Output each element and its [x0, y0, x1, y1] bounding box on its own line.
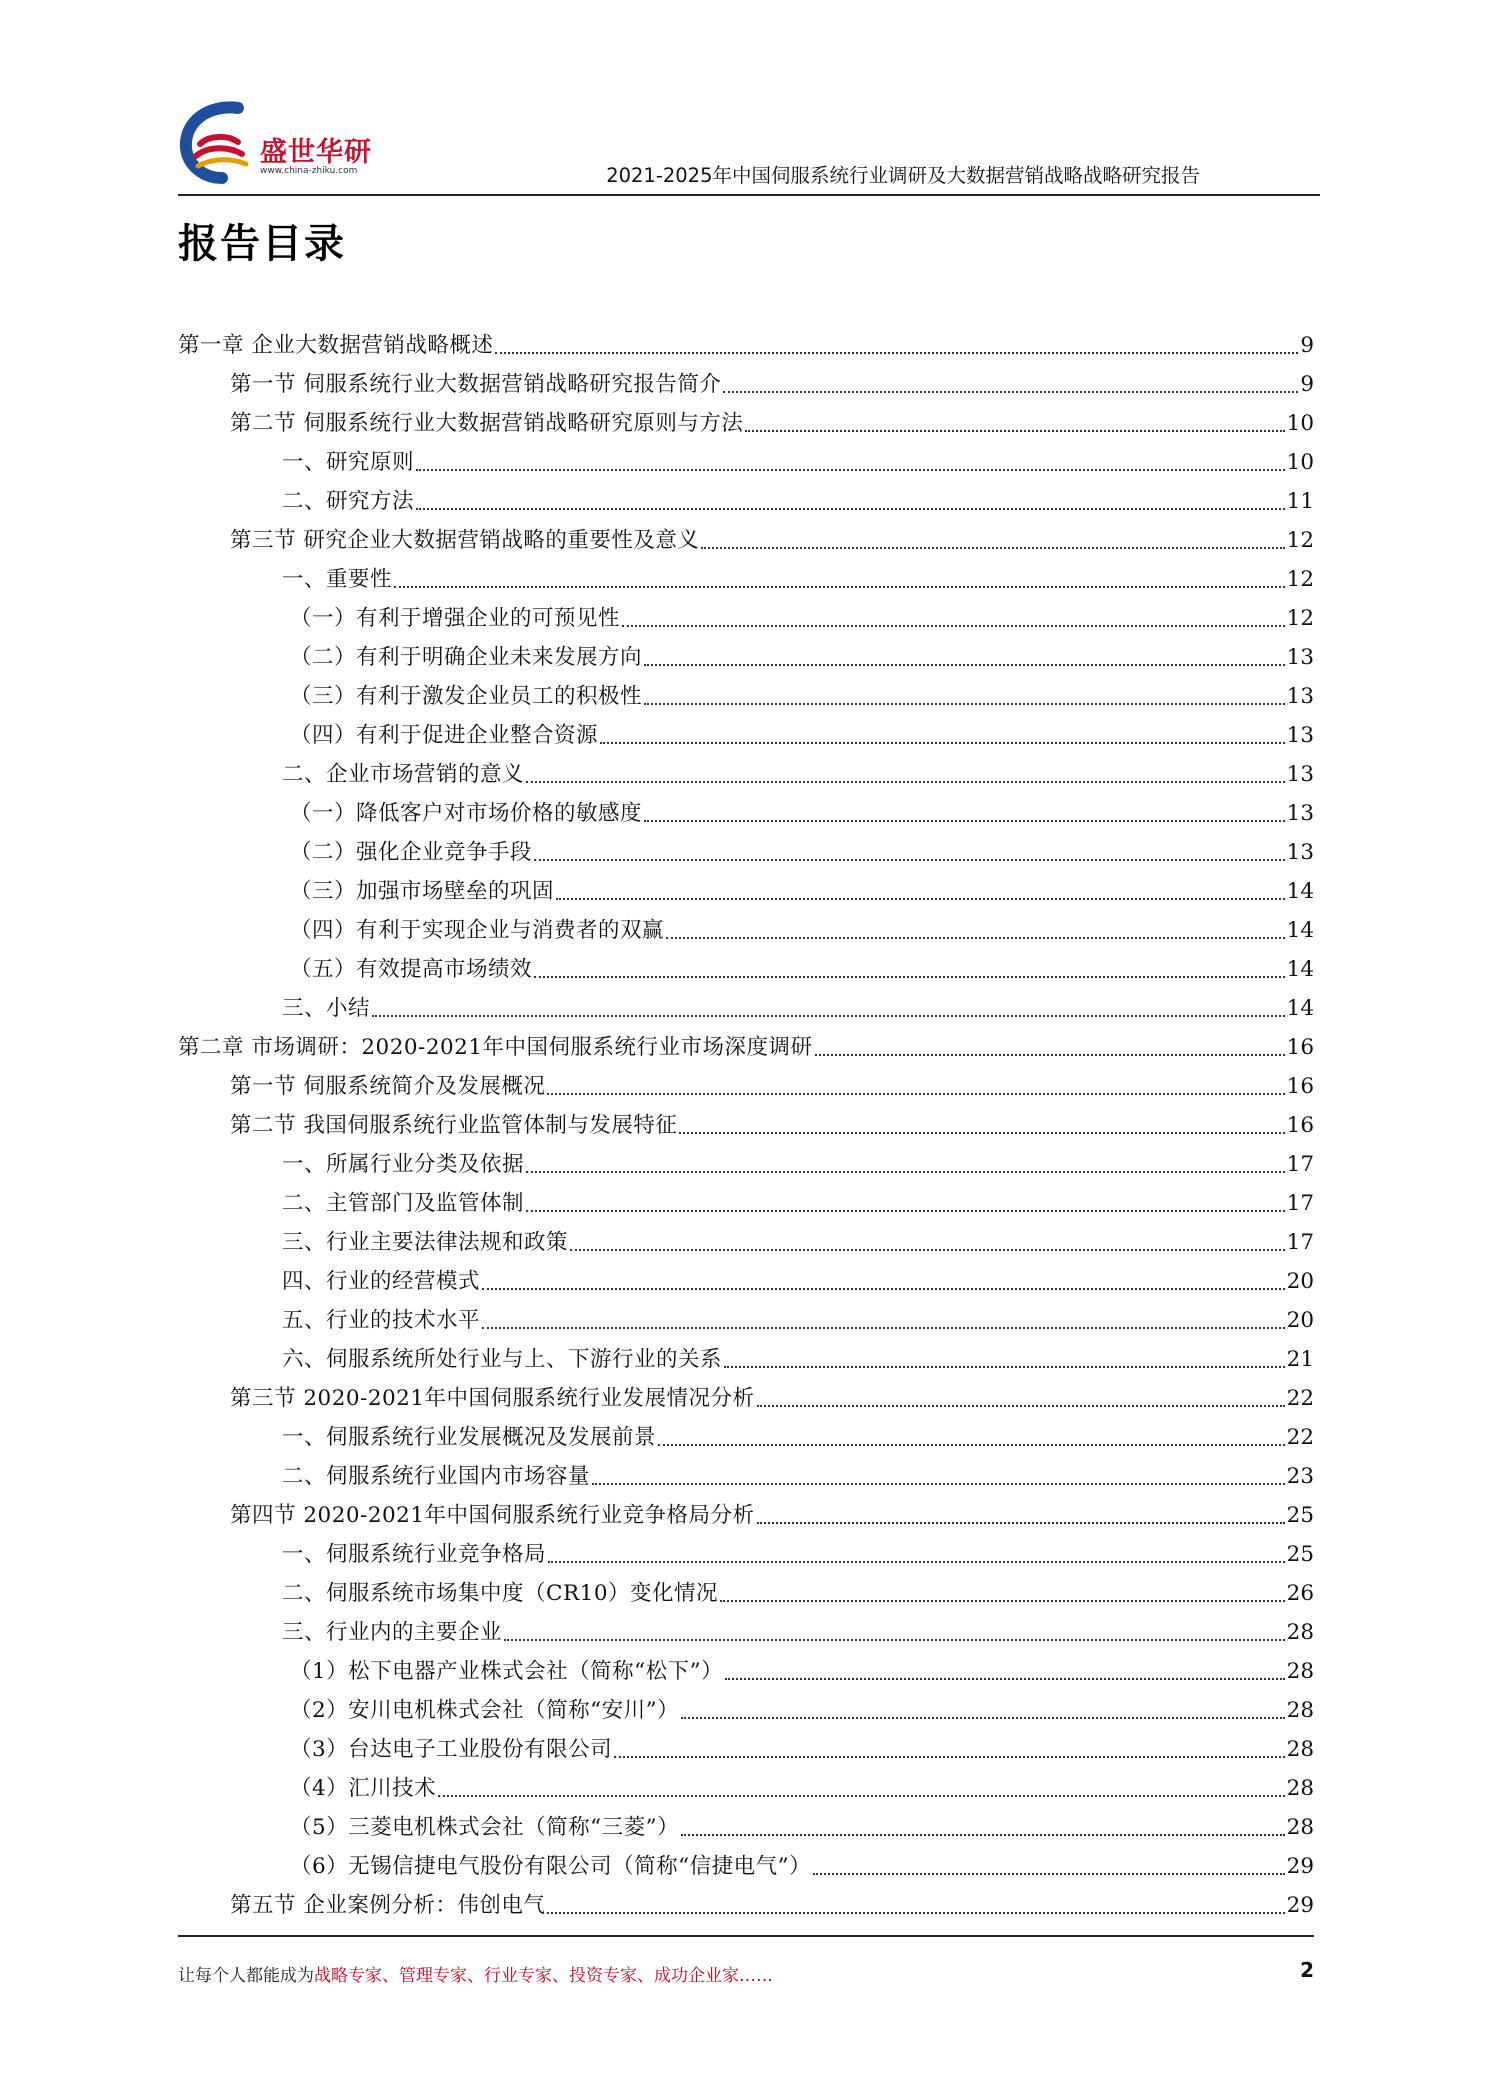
toc-leader-dots — [681, 1706, 1284, 1719]
toc-entry-page: 13 — [1286, 645, 1314, 670]
toc-entry[interactable] — [178, 1808, 1314, 1847]
toc-entry[interactable] — [178, 989, 1314, 1028]
logo-url: www.china-zhiku.com — [260, 166, 358, 176]
toc-entry[interactable] — [178, 1535, 1314, 1574]
toc-leader-dots — [658, 1433, 1285, 1446]
toc-leader-dots — [534, 965, 1285, 978]
toc-entry[interactable] — [178, 1301, 1314, 1340]
toc-leader-dots — [394, 575, 1285, 588]
toc-leader-dots — [547, 1082, 1284, 1095]
toc-leader-dots — [813, 1862, 1284, 1875]
toc-entry-title: 二、伺服系统市场集中度（CR10）变化情况 — [282, 1581, 718, 1606]
toc-entry[interactable] — [178, 1418, 1314, 1457]
toc-entry[interactable] — [178, 677, 1314, 716]
toc-entry-page: 9 — [1300, 372, 1314, 397]
toc-entry[interactable] — [178, 1691, 1314, 1730]
toc-leader-dots — [438, 1784, 1284, 1797]
toc-entry-page: 12 — [1286, 606, 1314, 631]
toc-entry-title: 一、伺服系统行业发展概况及发展前景 — [282, 1425, 657, 1450]
toc-entry-page: 29 — [1286, 1893, 1314, 1918]
toc-entry-page: 26 — [1286, 1581, 1314, 1606]
toc-leader-dots — [725, 1667, 1284, 1680]
toc-entry-title: （三）有利于激发企业员工的积极性 — [290, 684, 643, 709]
page-header — [178, 100, 1320, 196]
toc-entry[interactable] — [178, 1886, 1314, 1925]
toc-leader-dots — [720, 1589, 1285, 1602]
toc-entry-page: 13 — [1286, 840, 1314, 865]
toc-entry-page: 10 — [1286, 411, 1314, 436]
toc-leader-dots — [482, 1277, 1285, 1290]
toc-entry-title: （1）松下电器产业株式会社（简称“松下”） — [290, 1659, 724, 1684]
toc-entry[interactable] — [178, 521, 1314, 560]
toc-entry[interactable] — [178, 1145, 1314, 1184]
toc-entry-page: 13 — [1286, 723, 1314, 748]
toc-entry-page: 14 — [1286, 996, 1314, 1021]
toc-entry-title: 第一节 伺服系统简介及发展概况 — [230, 1074, 546, 1099]
toc-entry-title: 第二节 我国伺服系统行业监管体制与发展特征 — [230, 1113, 678, 1138]
toc-entry[interactable] — [178, 1262, 1314, 1301]
report-title: 2021-2025年中国伺服系统行业调研及大数据营销战略战略研究报告 — [606, 164, 1200, 187]
toc-entry-page: 28 — [1286, 1659, 1314, 1684]
toc-entry-title: 第三节 研究企业大数据营销战略的重要性及意义 — [230, 528, 700, 553]
toc-entry[interactable] — [178, 1340, 1314, 1379]
toc-entry-title: 三、行业内的主要企业 — [282, 1620, 503, 1645]
toc-entry[interactable] — [178, 1379, 1314, 1418]
header-divider — [178, 194, 1320, 196]
toc-entry-page: 13 — [1286, 684, 1314, 709]
toc-entry-page: 28 — [1286, 1776, 1314, 1801]
toc-leader-dots — [679, 1121, 1284, 1134]
toc-entry[interactable] — [178, 1184, 1314, 1223]
toc-leader-dots — [701, 536, 1284, 549]
toc-entry-title: 一、所属行业分类及依据 — [282, 1152, 525, 1177]
toc-leader-dots — [622, 614, 1285, 627]
toc-entry-page: 17 — [1286, 1152, 1314, 1177]
toc-entry-page: 14 — [1286, 957, 1314, 982]
toc-entry-title: （四）有利于实现企业与消费者的双赢 — [290, 918, 665, 943]
toc-entry[interactable] — [178, 1613, 1314, 1652]
toc-leader-dots — [592, 1472, 1285, 1485]
toc-entry-title: （3）台达电子工业股份有限公司 — [290, 1737, 613, 1762]
toc-entry[interactable] — [178, 443, 1314, 482]
slogan-accent: 战略专家、管理专家、行业专家、投资专家、成功企业家…… — [314, 1966, 773, 1986]
toc-entry-page: 28 — [1286, 1815, 1314, 1840]
toc-leader-dots — [723, 380, 1298, 393]
slogan-prefix: 让每个人都能成为 — [178, 1966, 314, 1986]
toc-entry[interactable] — [178, 404, 1314, 443]
toc-entry[interactable] — [178, 1847, 1314, 1886]
toc-entry-title: 第四节 2020-2021年中国伺服系统行业竞争格局分析 — [230, 1503, 755, 1528]
toc-leader-dots — [757, 1511, 1285, 1524]
toc-entry[interactable] — [178, 794, 1314, 833]
toc-entry-title: 一、研究原则 — [282, 450, 415, 475]
toc-leader-dots — [600, 731, 1285, 744]
toc-leader-dots — [644, 809, 1285, 822]
toc-entry-page: 9 — [1300, 333, 1314, 358]
toc-entry-title: 一、伺服系统行业竞争格局 — [282, 1542, 547, 1567]
toc-entry-page: 28 — [1286, 1620, 1314, 1645]
toc-entry-title: 第一节 伺服系统行业大数据营销战略研究报告简介 — [230, 372, 722, 397]
toc-entry[interactable] — [178, 755, 1314, 794]
toc-entry-title: 第五节 企业案例分析：伟创电气 — [230, 1893, 546, 1918]
toc-entry-title: 二、伺服系统行业国内市场容量 — [282, 1464, 591, 1489]
toc-leader-dots — [556, 887, 1285, 900]
toc-entry-title: （5）三菱电机株式会社（简称“三菱”） — [290, 1815, 680, 1840]
toc-entry-title: 第三节 2020-2021年中国伺服系统行业发展情况分析 — [230, 1386, 755, 1411]
toc-entry-title: 第二章 市场调研：2020-2021年中国伺服系统行业市场深度调研 — [178, 1035, 813, 1060]
company-logo — [178, 100, 418, 190]
toc-leader-dots — [548, 1550, 1285, 1563]
toc-entry[interactable] — [178, 872, 1314, 911]
toc-entry-title: 二、企业市场营销的意义 — [282, 762, 525, 787]
toc-leader-dots — [416, 497, 1285, 510]
toc-entry-page: 25 — [1286, 1542, 1314, 1567]
toc-entry-page: 29 — [1286, 1854, 1314, 1879]
toc-entry[interactable] — [178, 1652, 1314, 1691]
toc-leader-dots — [495, 341, 1298, 354]
toc-leader-dots — [547, 1901, 1284, 1914]
toc-leader-dots — [815, 1043, 1285, 1056]
toc-entry[interactable] — [178, 1067, 1314, 1106]
toc-entry-page: 20 — [1286, 1269, 1314, 1294]
toc-entry-page: 14 — [1286, 879, 1314, 904]
toc-entry-title: 第二节 伺服系统行业大数据营销战略研究原则与方法 — [230, 411, 744, 436]
toc-entry[interactable] — [178, 599, 1314, 638]
toc-leader-dots — [681, 1823, 1284, 1836]
toc-entry-title: 一、重要性 — [282, 567, 393, 592]
toc-leader-dots — [482, 1316, 1285, 1329]
toc-entry[interactable] — [178, 1457, 1314, 1496]
toc-entry[interactable] — [178, 1496, 1314, 1535]
toc-entry[interactable] — [178, 326, 1314, 365]
toc-entry-page: 14 — [1286, 918, 1314, 943]
toc-entry-page: 28 — [1286, 1698, 1314, 1723]
toc-entry[interactable] — [178, 716, 1314, 755]
toc-leader-dots — [534, 848, 1285, 861]
toc-entry-page: 12 — [1286, 567, 1314, 592]
toc-entry-page: 12 — [1286, 528, 1314, 553]
toc-entry-page: 25 — [1286, 1503, 1314, 1528]
toc-entry-title: （4）汇川技术 — [290, 1776, 437, 1801]
toc-leader-dots — [666, 926, 1285, 939]
toc-entry-title: 三、行业主要法律法规和政策 — [282, 1230, 569, 1255]
toc-entry-page: 13 — [1286, 762, 1314, 787]
toc-entry[interactable] — [178, 911, 1314, 950]
toc-entry[interactable] — [178, 950, 1314, 989]
toc-entry[interactable] — [178, 1106, 1314, 1145]
toc-entry-page: 28 — [1286, 1737, 1314, 1762]
toc-leader-dots — [614, 1745, 1284, 1758]
toc-entry-page: 21 — [1286, 1347, 1314, 1372]
toc-leader-dots — [644, 692, 1285, 705]
toc-entry-page: 11 — [1286, 489, 1314, 514]
toc-entry-title: （四）有利于促进企业整合资源 — [290, 723, 599, 748]
toc-leader-dots — [757, 1394, 1285, 1407]
toc-leader-dots — [724, 1355, 1285, 1368]
toc-entry[interactable] — [178, 638, 1314, 677]
toc-entry-page: 13 — [1286, 801, 1314, 826]
toc-leader-dots — [504, 1628, 1285, 1641]
toc-entry-title: （6）无锡信捷电气股份有限公司（简称“信捷电气”） — [290, 1854, 812, 1879]
toc-entry[interactable] — [178, 1028, 1314, 1067]
toc-entry[interactable] — [178, 1769, 1314, 1808]
toc-entry-page: 20 — [1286, 1308, 1314, 1333]
toc-entry-page: 23 — [1286, 1464, 1314, 1489]
toc-entry-page: 16 — [1286, 1113, 1314, 1138]
toc-entry-page: 17 — [1286, 1230, 1314, 1255]
toc-entry-title: （一）有利于增强企业的可预见性 — [290, 606, 621, 631]
table-of-contents — [178, 326, 1314, 1925]
toc-leader-dots — [644, 653, 1285, 666]
logo-mark-icon — [178, 100, 258, 190]
toc-entry-title: （三）加强市场壁垒的巩固 — [290, 879, 555, 904]
toc-leader-dots — [526, 770, 1285, 783]
toc-entry-page: 22 — [1286, 1386, 1314, 1411]
footer-slogan — [178, 1961, 773, 1986]
toc-entry[interactable] — [178, 1574, 1314, 1613]
toc-entry-title: 第一章 企业大数据营销战略概述 — [178, 333, 494, 358]
toc-entry-title: 二、研究方法 — [282, 489, 415, 514]
toc-entry-title: 五、行业的技术水平 — [282, 1308, 481, 1333]
logo-name: 盛世华研 — [260, 137, 372, 168]
page-number: 2 — [1300, 1958, 1314, 1982]
toc-entry[interactable] — [178, 560, 1314, 599]
toc-entry-title: （五）有效提高市场绩效 — [290, 957, 533, 982]
toc-entry[interactable] — [178, 1223, 1314, 1262]
toc-leader-dots — [570, 1238, 1285, 1251]
toc-entry[interactable] — [178, 365, 1314, 404]
toc-entry[interactable] — [178, 482, 1314, 521]
toc-entry-page: 16 — [1286, 1035, 1314, 1060]
toc-entry-page: 17 — [1286, 1191, 1314, 1216]
toc-entry-title: （一）降低客户对市场价格的敏感度 — [290, 801, 643, 826]
toc-entry-page: 16 — [1286, 1074, 1314, 1099]
toc-entry-title: 三、小结 — [282, 996, 371, 1021]
toc-leader-dots — [416, 458, 1285, 471]
toc-entry-title: （二）强化企业竞争手段 — [290, 840, 533, 865]
toc-entry[interactable] — [178, 833, 1314, 872]
toc-entry-title: 二、主管部门及监管体制 — [282, 1191, 525, 1216]
toc-leader-dots — [372, 1004, 1285, 1017]
toc-leader-dots — [526, 1199, 1285, 1212]
toc-leader-dots — [745, 419, 1284, 432]
toc-leader-dots — [526, 1160, 1285, 1173]
toc-entry-title: （二）有利于明确企业未来发展方向 — [290, 645, 643, 670]
toc-entry-title: 六、伺服系统所处行业与上、下游行业的关系 — [282, 1347, 723, 1372]
page-heading: 报告目录 — [178, 221, 346, 267]
toc-entry-title: （2）安川电机株式会社（简称“安川”） — [290, 1698, 680, 1723]
toc-entry[interactable] — [178, 1730, 1314, 1769]
toc-entry-title: 四、行业的经营模式 — [282, 1269, 481, 1294]
footer-divider — [178, 1935, 1314, 1937]
toc-entry-page: 10 — [1286, 450, 1314, 475]
toc-entry-page: 22 — [1286, 1425, 1314, 1450]
